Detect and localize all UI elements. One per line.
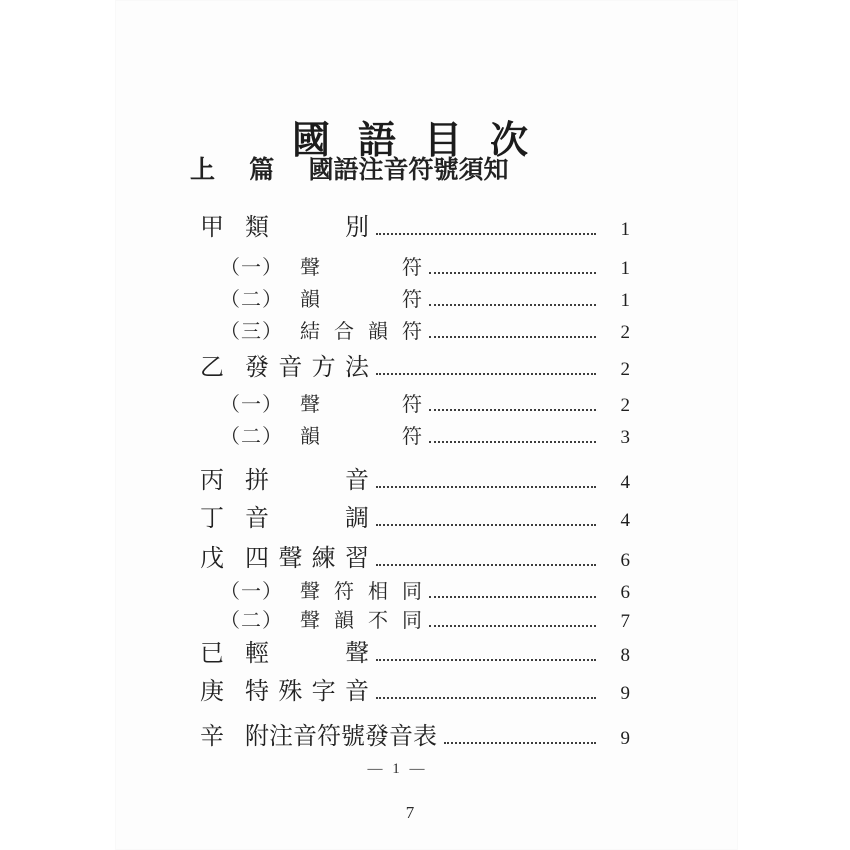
toc-entry [190,633,630,668]
dot-leader [376,697,596,699]
part-heading-label: 上 篇 [190,157,289,184]
toc-entry [190,671,630,706]
toc-entry-page: 2 [620,322,630,343]
toc-entry-title: 結合韻符 [300,321,422,343]
toc-entry [190,283,630,312]
toc-entry-title: 附注音符號發音表 [245,724,437,750]
toc-entry-title: 特殊字音 [245,679,369,705]
toc-entry-title: 發音方法 [245,355,369,381]
toc-entry-label: （一） [220,257,283,279]
toc-entry-title: 韻符 [300,289,422,311]
dot-leader [376,524,596,526]
sheet-page-number: 7 [405,803,415,822]
toc-entry-title: 音調 [245,506,369,532]
toc-entry [190,575,630,604]
toc-entry-title: 聲符 [300,394,422,416]
part-heading-title: 國語注音符號須知 [308,157,509,184]
toc-entry [190,420,630,449]
toc-entry-title: 類別 [245,215,369,241]
toc-entry-label: 辛 [200,724,224,750]
dot-leader [429,409,596,411]
toc-entry [190,315,630,344]
dot-leader [376,486,596,488]
toc-entry [190,460,630,495]
toc-entry-page: 9 [620,728,630,749]
toc-entry-page: 4 [620,472,630,493]
toc-entry-page: 8 [620,645,630,666]
toc-entry-page: 6 [620,550,630,571]
toc-entry-page: 1 [620,219,630,240]
toc-entry-page: 7 [620,611,630,632]
dot-leader [429,272,596,274]
dot-leader [429,304,596,306]
toc-entry [190,498,630,533]
dot-leader [376,659,596,661]
toc-entry-label: （二） [220,289,283,311]
toc-entry [190,538,630,573]
toc-entry-title: 拼音 [245,468,369,494]
toc-entry-label: 丙 [200,468,224,494]
dot-leader [429,441,596,443]
toc-entry [190,251,630,280]
toc-entry [190,604,630,633]
dot-leader [429,625,596,627]
dot-leader [376,373,596,375]
toc-entry-label: 已 [200,641,224,667]
toc-entry-label: 戊 [200,546,224,572]
dot-leader [429,336,596,338]
toc-entry-page: 2 [620,395,630,416]
dot-leader [429,596,596,598]
toc-entry-label: （二） [220,426,283,448]
toc-entry [190,207,630,242]
page-title: 國語目次 [291,120,556,163]
toc-entry-label: （二） [220,610,283,632]
toc-entry-page: 2 [620,359,630,380]
toc-entry-page: 6 [620,582,630,603]
toc-entry-title: 聲韻不同 [300,610,422,632]
dot-leader [444,742,596,744]
toc-entry [190,347,630,382]
toc-entry-title: 四聲練習 [245,546,369,572]
dot-leader [376,564,596,566]
toc-entry [190,716,630,751]
toc-entry-label: 丁 [200,506,224,532]
toc-entry [190,388,630,417]
toc-entry-title: 聲符相同 [300,581,422,603]
toc-entry-label: （一） [220,581,283,603]
toc-entry-page: 3 [620,427,630,448]
toc-entry-label: （一） [220,394,283,416]
toc-entry-label: 甲 [200,215,224,241]
dot-leader [376,233,596,235]
toc-entry-page: 9 [620,683,630,704]
toc-entry-page: 1 [620,258,630,279]
toc-entry-page: 4 [620,510,630,531]
toc-entry-label: 庚 [200,679,224,705]
toc-entry-page: 1 [620,290,630,311]
toc-entry-label: 乙 [200,355,224,381]
toc-entry-title: 聲符 [300,257,422,279]
toc-entry-title: 輕聲 [245,641,369,667]
table-of-contents [190,0,630,850]
folio-number: — 1 — [367,761,428,777]
toc-entry-label: （三） [220,321,283,343]
toc-entry-title: 韻符 [300,426,422,448]
